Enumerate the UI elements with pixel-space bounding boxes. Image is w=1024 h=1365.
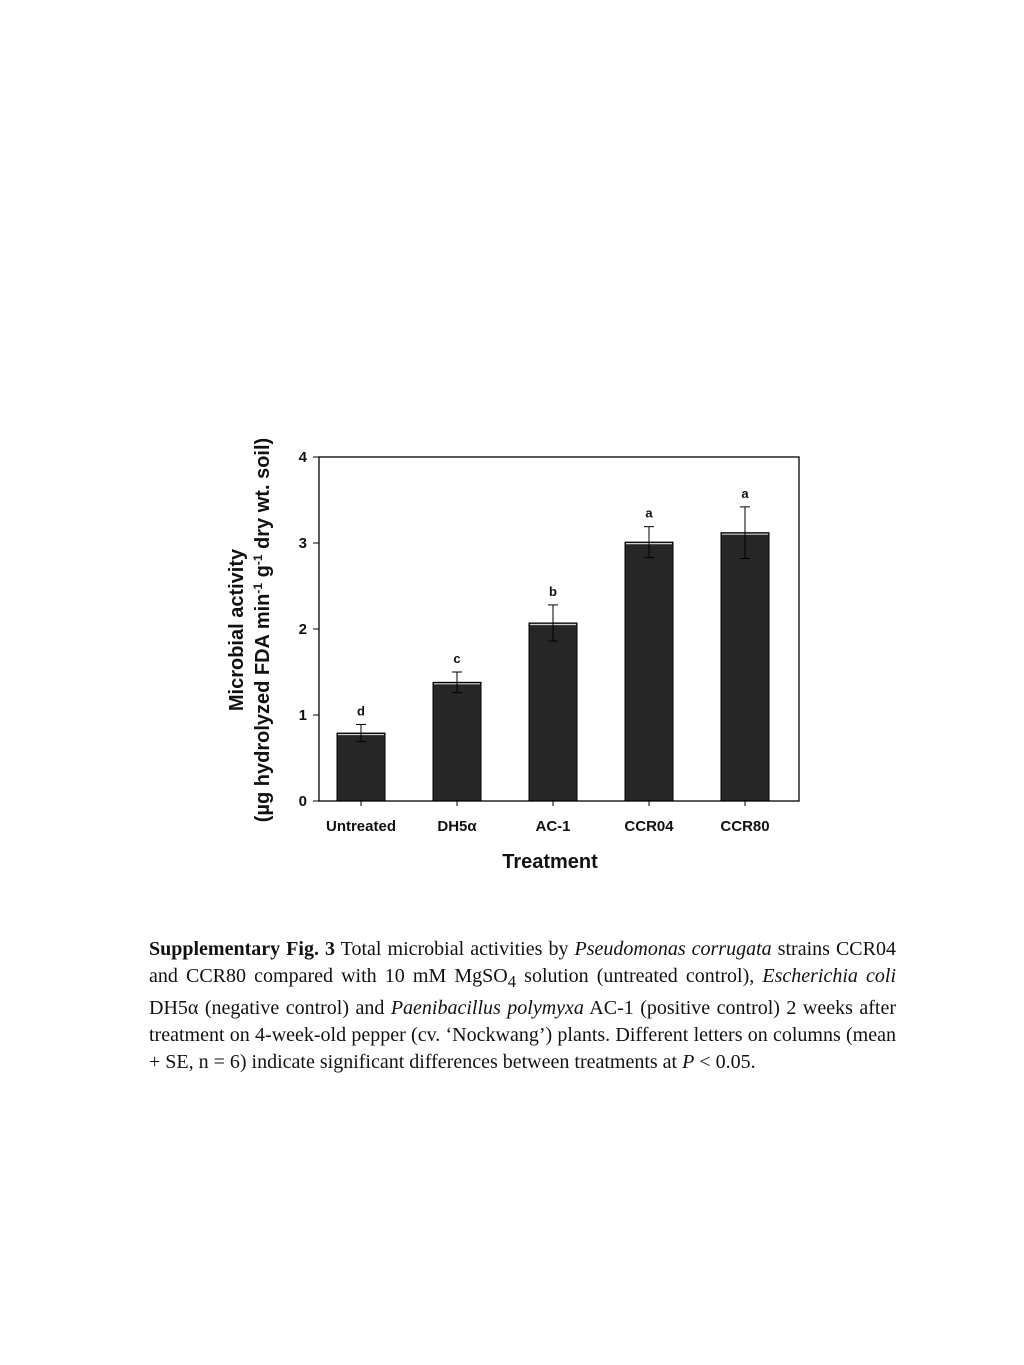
significance-letter-0: d — [357, 703, 365, 719]
caption-text-1: Total microbial activities by — [334, 938, 575, 960]
figure-caption — [149, 936, 896, 1076]
y-tick-label-1: 1 — [298, 707, 307, 724]
y-tick-label-3: 3 — [298, 535, 307, 552]
bar-2 — [529, 623, 577, 801]
caption-text-4: DH5α (negative control) and — [149, 997, 391, 1019]
y-tick-label-0: 0 — [298, 793, 307, 810]
significance-letter-4: a — [741, 485, 749, 501]
caption-text-3: solution (untreated control), — [516, 965, 763, 987]
y-axis-title-sup1: -1 — [251, 582, 265, 594]
x-tick-label-4: CCR80 — [720, 818, 770, 835]
y-tick-label-2: 2 — [298, 621, 307, 638]
caption-text-2: strains CCR04 and CCR80 compared with 10 mM MgSO — [149, 938, 896, 987]
caption-text-6: < 0.05. — [694, 1051, 756, 1073]
bar-1 — [433, 682, 481, 801]
y-axis-title-sup2: -1 — [251, 554, 265, 566]
y-axis-ticks — [299, 449, 319, 810]
x-tick-label-1: DH5α — [437, 818, 477, 835]
significance-letter-1: c — [453, 651, 461, 666]
y-axis-title-part2: g — [252, 565, 274, 583]
caption-subscript: 4 — [507, 972, 517, 991]
y-axis-title-part3: dry wt. soil) — [252, 437, 274, 555]
bar-3 — [625, 542, 673, 801]
caption-species-2: Escherichia coli — [762, 965, 896, 987]
caption-species-1: Pseudomonas corrugata — [574, 938, 772, 960]
caption-text-5: AC-1 (positive control) 2 weeks after treatment on 4-week-old pepper (cv. ‘Nockwang’) plants. Different letters on columns (mean + SE, n = 6) indicate significant differences between treatments at — [149, 997, 896, 1073]
caption-label: Supplementary Fig. 3 — [149, 938, 335, 960]
x-axis-ticks — [326, 801, 770, 835]
y-axis-title-line1: Microbial activity — [226, 548, 248, 712]
caption-species-3: Paenibacillus polymyxa — [390, 997, 584, 1019]
y-axis-title-part1: (µg hydrolyzed FDA min — [252, 593, 274, 823]
y-axis-title — [226, 438, 274, 822]
y-tick-label-4: 4 — [298, 449, 307, 466]
significance-letter-2: b — [549, 583, 557, 599]
caption-p-symbol: P — [682, 1051, 695, 1073]
y-axis-title-line2 — [251, 438, 274, 822]
x-axis-title: Treatment — [502, 851, 598, 873]
x-tick-label-0: Untreated — [325, 818, 397, 835]
bar-4 — [721, 533, 769, 801]
x-tick-label-2: AC-1 — [535, 818, 571, 835]
significance-letter-3: a — [645, 505, 653, 521]
bars-layer — [337, 533, 769, 801]
x-tick-label-3: CCR04 — [624, 818, 674, 835]
bar-0 — [337, 733, 385, 801]
